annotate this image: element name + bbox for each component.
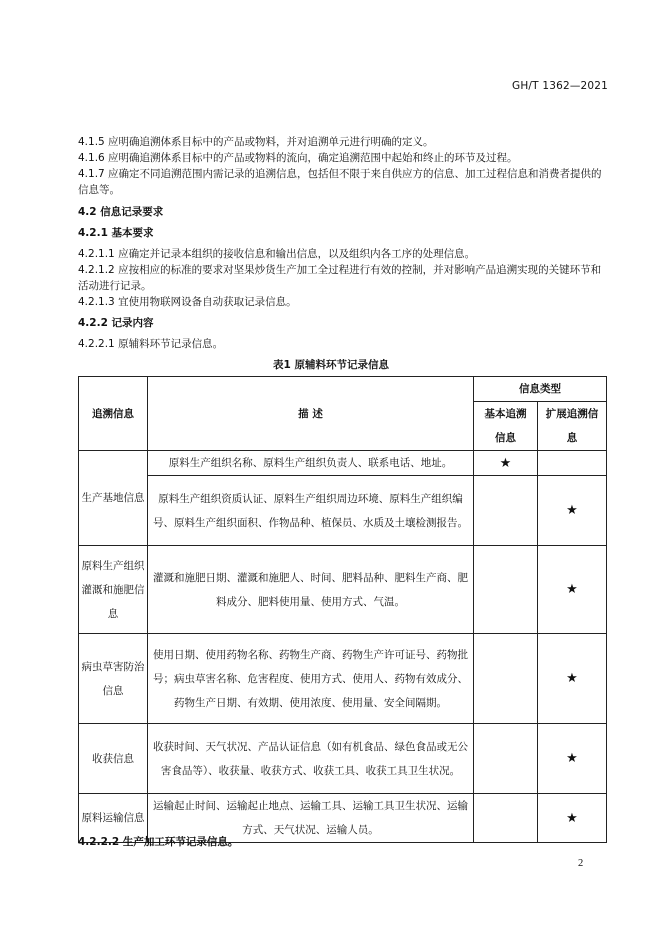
clause-4-1-5: 4.1.5 应明确追溯体系目标中的产品或物料，并对追溯单元进行明确的定义。 bbox=[78, 136, 434, 148]
clause-4-2-2-1: 4.2.2.1 原辅料环节记录信息。 bbox=[78, 338, 224, 350]
clause-4-1-6: 4.1.6 应明确追溯体系目标中的产品或物料的流向，确定追溯范围中起始和终止的环节及过程。 bbox=[78, 152, 518, 164]
row-desc-pest-control: 使用日期、使用药物名称、药物生产商、药物生产许可证号、药物批号；病虫草害名称、危害程度、使用方式、使用人、药物有效成分、药物生产日期、有效期、使用浓度、使用量、安全间隔期。 bbox=[148, 634, 474, 724]
row-desc-production-base-basic: 原料生产组织名称、原料生产组织负责人、联系电话、地址。 bbox=[148, 451, 474, 476]
star-icon: ★ bbox=[566, 503, 578, 518]
row-desc-irrigation-fertilization: 灌溉和施肥日期、灌溉和施肥人、时间、肥料品种、肥料生产商、肥料成分、肥料使用量、使用方式、气温。 bbox=[148, 546, 474, 634]
clause-4-2-1-1: 4.2.1.1 应确定并记录本组织的接收信息和输出信息，以及组织内各工序的处理信息。 bbox=[78, 248, 476, 260]
star-icon: ★ bbox=[566, 810, 578, 826]
star-icon: ★ bbox=[566, 582, 578, 597]
header-description: 描 述 bbox=[148, 377, 474, 451]
clause-4-2-1-3: 4.2.1.3 宜使用物联网设备自动获取记录信息。 bbox=[78, 296, 297, 308]
heading-4-2-2: 4.2.2 记录内容 bbox=[78, 317, 154, 329]
row-name-harvest: 收获信息 bbox=[79, 724, 148, 794]
star-icon: ★ bbox=[499, 455, 512, 471]
header-extended-trace-info: 扩展追溯信息 bbox=[538, 402, 607, 451]
row-name-pest-control: 病虫草害防治信息 bbox=[79, 634, 148, 724]
standard-code-header: GH/T 1362—2021 bbox=[512, 80, 609, 92]
page-number: 2 bbox=[578, 858, 584, 869]
row-desc-transport: 运输起止时间、运输起止地点、运输工具、运输工具卫生状况、运输方式、天气状况、运输人员。 bbox=[148, 794, 474, 843]
header-basic-trace-info: 基本追溯信息 bbox=[474, 402, 538, 451]
row-desc-production-base-extended: 原料生产组织资质认证、原料生产组织周边环境、原料生产组织编号、原料生产组织面积、作物品种、植保员、水质及土壤检测报告。 bbox=[148, 476, 474, 546]
star-icon: ★ bbox=[566, 751, 578, 766]
clause-4-2-1-2: 4.2.1.2 应按相应的标准的要求对坚果炒货生产加工全过程进行有效的控制，并对影响产品追溯实现的关键环节和活动进行记录。 bbox=[78, 264, 602, 292]
row-name-production-base: 生产基地信息 bbox=[79, 451, 148, 546]
heading-4-2: 4.2 信息记录要求 bbox=[78, 206, 164, 218]
star-icon: ★ bbox=[566, 671, 578, 686]
raw-material-record-table bbox=[78, 376, 607, 843]
heading-4-2-1: 4.2.1 基本要求 bbox=[78, 227, 154, 239]
row-name-transport: 原料运输信息 bbox=[79, 794, 148, 843]
table-caption: 表1 原辅料环节记录信息 bbox=[273, 359, 389, 371]
header-info-type: 信息类型 bbox=[474, 377, 607, 402]
clause-4-1-7: 4.1.7 应确定不同追溯范围内需记录的追溯信息，包括但不限于来自供应方的信息、加工过程信息和消费者提供的信息等。 bbox=[78, 168, 602, 196]
clause-4-2-2-2: 4.2.2.2 生产加工环节记录信息。 bbox=[78, 836, 239, 848]
row-desc-harvest: 收获时间、天气状况、产品认证信息（如有机食品、绿色食品或无公害食品等）、收获量、收获方式、收获工具、收获工具卫生状况。 bbox=[148, 724, 474, 794]
header-trace-info: 追溯信息 bbox=[79, 377, 148, 451]
row-name-irrigation-fertilization: 原料生产组织灌溉和施肥信息 bbox=[79, 546, 148, 634]
